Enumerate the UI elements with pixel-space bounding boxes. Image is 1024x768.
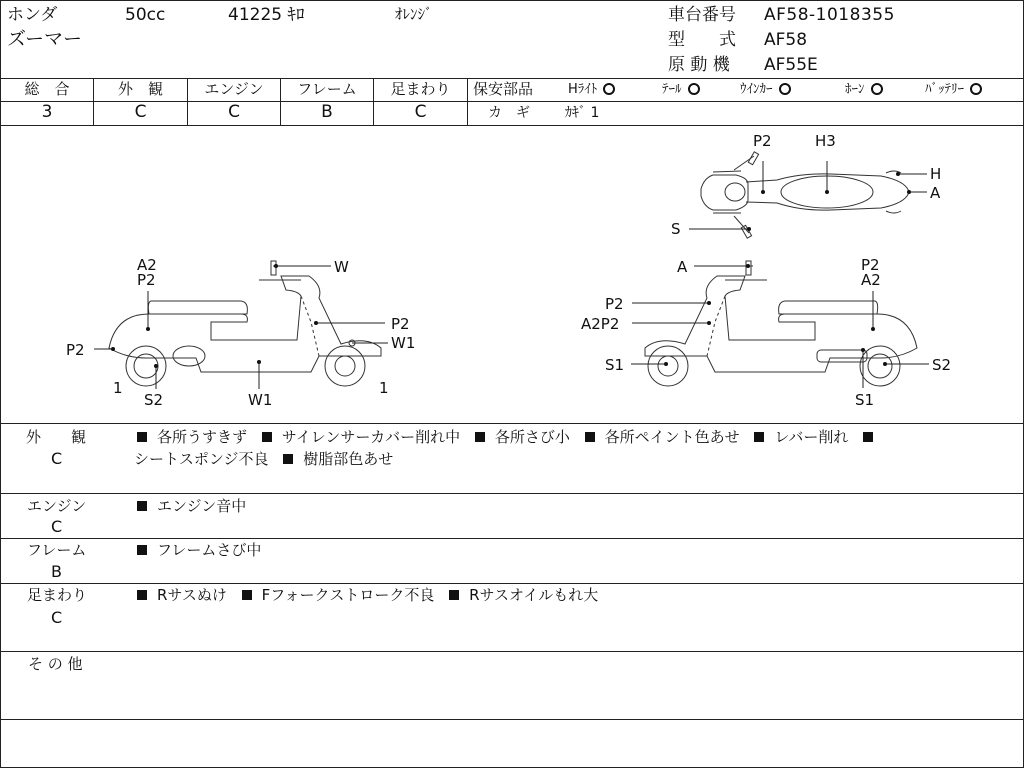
label-left-a2: A2 — [137, 256, 157, 274]
label-left-w1: W1 — [391, 334, 416, 352]
label-left-1: 1 — [113, 379, 123, 397]
safety-label: 保安部品 — [473, 80, 534, 98]
top-view-scooter — [701, 152, 909, 238]
right-scooter-leaders — [631, 266, 929, 388]
bullet-square-icon — [262, 432, 272, 442]
section-rule — [1, 538, 1023, 539]
right-scooter-dots — [664, 264, 887, 366]
label-right-s1: S1 — [605, 356, 625, 374]
section-grade-suspension: C — [51, 608, 63, 627]
section-grade-exterior: C — [51, 449, 63, 468]
frame-notes — [137, 543, 271, 558]
grade-value-exterior: C — [134, 102, 147, 122]
ok-circle-icon — [779, 83, 791, 95]
label-left-p2c: P2 — [66, 341, 85, 359]
engine-value: AF55E — [764, 55, 818, 75]
safety-mid-rule — [467, 101, 1023, 102]
label-left-p2b: P2 — [391, 315, 410, 333]
type-value: AF58 — [764, 30, 808, 50]
grade-label-overall: 総 合 — [24, 80, 70, 98]
section-rule — [1, 719, 1023, 720]
frame-no: AF58-1018355 — [764, 5, 895, 25]
bullet-square-icon — [137, 501, 147, 511]
section-title-suspension: 足まわり — [27, 586, 88, 604]
note-item: 各所さび小 — [494, 428, 570, 446]
grade-label-engine: エンジン — [204, 80, 264, 98]
maker: ホンダ — [7, 5, 58, 25]
top-view-labels — [671, 132, 941, 238]
label-top-h: H — [930, 165, 942, 183]
note-item: Rサスオイルもれ大 — [469, 586, 599, 604]
exterior-notes-line2 — [134, 452, 403, 467]
label-top-p2: P2 — [753, 132, 772, 150]
model-name: ズーマー — [7, 28, 83, 50]
label-top-h3: H3 — [815, 132, 836, 150]
bullet-square-icon — [137, 545, 147, 555]
grade-col-divider — [467, 78, 468, 125]
bullet-square-icon — [137, 432, 147, 442]
mileage: 41225 ｷﾛ — [228, 5, 305, 25]
label-right-a2: A2 — [861, 271, 881, 289]
label-left-s2: S2 — [144, 391, 164, 409]
key-label: カ ギ — [488, 105, 530, 121]
right-scooter-labels — [581, 256, 951, 409]
note-item: エンジン音中 — [157, 497, 247, 515]
note-item: Rサスぬけ — [157, 586, 227, 604]
engine-notes — [137, 499, 256, 514]
bullet-square-icon — [283, 454, 293, 464]
section-rule — [1, 423, 1023, 424]
label-left-w: W — [334, 258, 349, 276]
note-item: シートスポンジ不良 — [134, 450, 269, 468]
note-item: 樹脂部色あせ — [303, 450, 394, 468]
left-scooter-labels — [66, 256, 415, 409]
suspension-notes — [137, 588, 608, 603]
section-rule — [1, 651, 1023, 652]
bullet-square-icon — [475, 432, 485, 442]
safety-item-horn: ﾎｰﾝ — [845, 83, 883, 96]
label-left-p2: P2 — [137, 271, 156, 289]
ok-circle-icon — [688, 83, 700, 95]
key-value: ｶｷﾞ 1 — [565, 105, 600, 121]
ok-circle-icon — [603, 83, 615, 95]
bullet-square-icon — [585, 432, 595, 442]
label-left-1b: 1 — [379, 379, 389, 397]
bullet-square-icon — [754, 432, 764, 442]
section-title-engine: エンジン — [27, 497, 87, 515]
section-grade-frame: B — [51, 562, 62, 581]
label-right-s2: S2 — [932, 356, 952, 374]
section-grade-engine: C — [51, 517, 63, 536]
label-top-a: A — [930, 184, 941, 202]
label-top-s: S — [671, 220, 681, 238]
ok-circle-icon — [871, 83, 883, 95]
note-item: サイレンサーカバー削れ中 — [281, 428, 461, 446]
safety-item-battery: ﾊﾞｯﾃﾘｰ — [925, 83, 982, 96]
bullet-square-icon — [449, 590, 459, 600]
color: ｵﾚﾝｼﾞ — [395, 5, 433, 23]
note-item: 各所うすきず — [157, 428, 248, 446]
note-item: 各所ペイント色あせ — [604, 428, 740, 446]
safety-item-headlight: Hﾗｲﾄ — [568, 83, 615, 96]
label-right-p2b: P2 — [605, 295, 624, 313]
note-item: フレームさび中 — [157, 541, 262, 559]
grade-value-overall: 3 — [41, 102, 53, 122]
note-item: レバー削れ — [774, 428, 849, 446]
label-right-s1b: S1 — [855, 391, 875, 409]
bullet-square-icon — [242, 590, 252, 600]
section-rule — [1, 583, 1023, 584]
safety-item-tail: ﾃｰﾙ — [662, 83, 700, 96]
section-title-exterior: 外 観 — [26, 428, 87, 446]
label-left-w1b: W1 — [248, 391, 273, 409]
ok-circle-icon — [970, 83, 982, 95]
label-right-p2: P2 — [861, 256, 880, 274]
grade-value-suspension: C — [414, 102, 427, 122]
exterior-notes-line1 — [137, 430, 883, 445]
damage-diagram — [1, 126, 1023, 423]
displacement: 50cc — [125, 5, 166, 25]
grade-label-exterior: 外 観 — [117, 80, 163, 98]
section-title-other: そ の 他 — [28, 655, 83, 673]
bullet-square-icon — [137, 590, 147, 600]
frame-no-label: 車台番号 — [668, 5, 736, 25]
grade-top-rule — [1, 78, 1023, 79]
top-view-dots — [747, 172, 911, 231]
type-label: 型 式 — [668, 30, 736, 50]
grade-value-engine: C — [228, 102, 240, 122]
grade-label-suspension: 足まわり — [390, 80, 451, 98]
safety-item-winker: ｳｲﾝｶｰ — [740, 83, 791, 96]
section-title-frame: フレーム — [27, 541, 87, 559]
grade-label-frame: フレーム — [297, 80, 357, 98]
bullet-square-icon — [863, 432, 873, 442]
label-right-a2p2: A2P2 — [581, 315, 620, 333]
grade-value-frame: B — [321, 102, 333, 122]
label-right-a: A — [677, 258, 688, 276]
note-item: Fフォークストローク不良 — [261, 586, 435, 604]
engine-label: 原 動 機 — [668, 55, 730, 75]
section-rule — [1, 493, 1023, 494]
